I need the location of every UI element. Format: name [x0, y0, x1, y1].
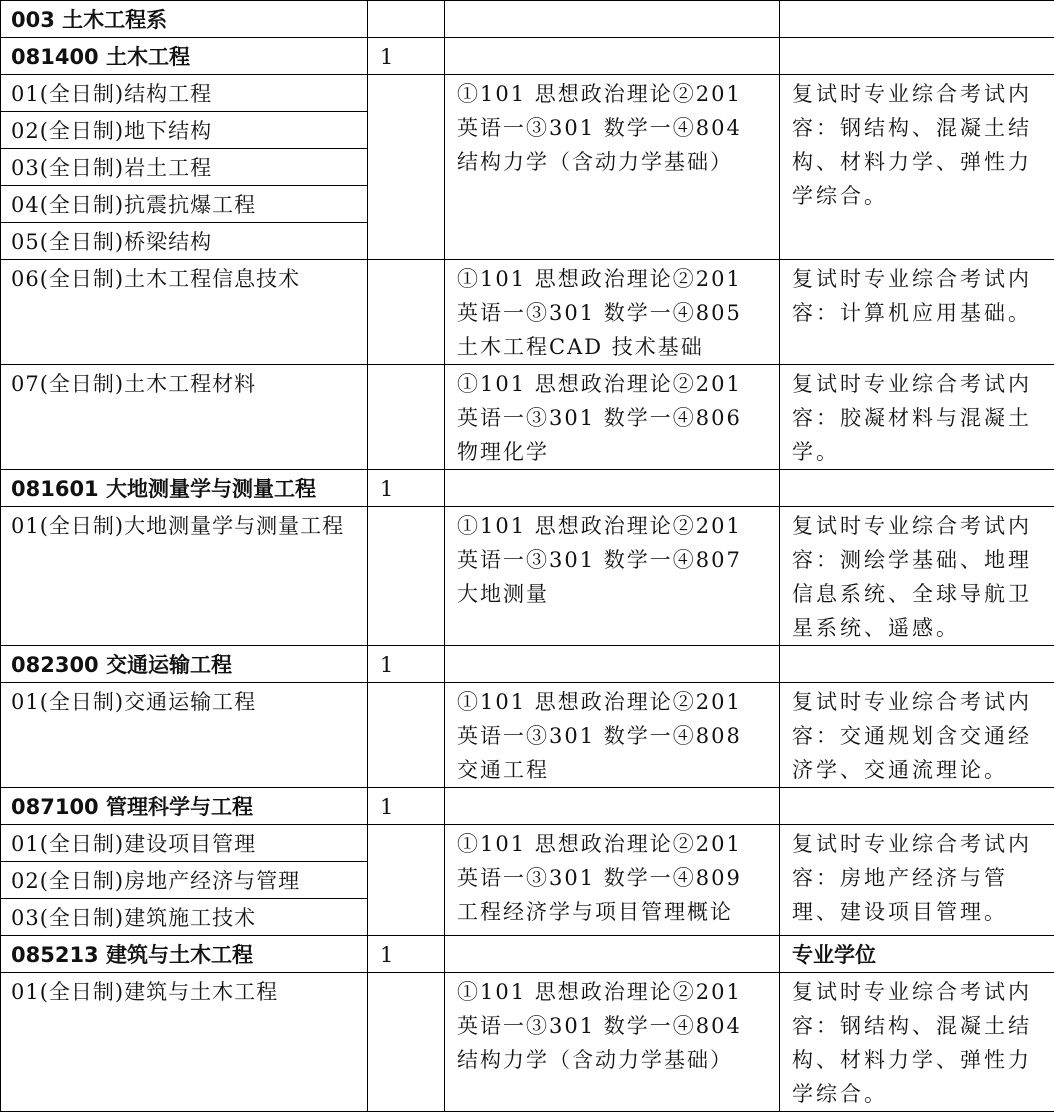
exam-subjects: ①101 思想政治理论②201 英语一③301 数学一④808 交通工程	[445, 683, 780, 788]
direction-row	[1, 75, 1054, 112]
direction-name: 02(全日制)地下结构	[1, 112, 368, 149]
major-row	[1, 788, 1054, 825]
empty-cell	[368, 75, 445, 260]
exam-subjects: ①101 思想政治理论②201 英语一③301 数学一④806 物理化学	[445, 365, 780, 470]
major-row	[1, 646, 1054, 683]
empty-cell	[445, 646, 780, 683]
enrollment-count: 1	[368, 470, 445, 507]
major-code: 082300 交通运输工程	[1, 646, 368, 683]
direction-name: 03(全日制)建筑施工技术	[1, 899, 368, 936]
empty-cell	[445, 1, 780, 38]
enrollment-count: 1	[368, 38, 445, 75]
direction-name: 01(全日制)交通运输工程	[1, 683, 368, 788]
empty-cell	[780, 1, 1054, 38]
direction-row	[1, 260, 1054, 365]
retest-note: 复试时专业综合考试内容：房地产经济与管理、建设项目管理。	[780, 825, 1054, 936]
exam-subjects: ①101 思想政治理论②201 英语一③301 数学一④804 结构力学（含动力学基础）	[445, 973, 780, 1112]
empty-cell	[780, 38, 1054, 75]
retest-note: 复试时专业综合考试内容：计算机应用基础。	[780, 260, 1054, 365]
retest-note: 复试时专业综合考试内容：交通规划含交通经济学、交通流理论。	[780, 683, 1054, 788]
degree-type: 专业学位	[780, 936, 1054, 973]
major-row	[1, 936, 1054, 973]
direction-name: 05(全日制)桥梁结构	[1, 223, 368, 260]
exam-subjects: ①101 思想政治理论②201 英语一③301 数学一④809 工程经济学与项目管理概论	[445, 825, 780, 936]
empty-cell	[368, 825, 445, 936]
retest-note: 复试时专业综合考试内容：胶凝材料与混凝土学。	[780, 365, 1054, 470]
direction-name: 01(全日制)大地测量学与测量工程	[1, 507, 368, 646]
major-code: 085213 建筑与土木工程	[1, 936, 368, 973]
empty-cell	[445, 788, 780, 825]
direction-name: 03(全日制)岩土工程	[1, 149, 368, 186]
direction-row	[1, 683, 1054, 788]
retest-note: 复试时专业综合考试内容：钢结构、混凝土结构、材料力学、弹性力学综合。	[780, 75, 1054, 260]
direction-name: 01(全日制)建设项目管理	[1, 825, 368, 862]
dept-title: 003 土木工程系	[1, 1, 368, 38]
direction-name: 07(全日制)土木工程材料	[1, 365, 368, 470]
major-row	[1, 470, 1054, 507]
direction-row	[1, 825, 1054, 862]
empty-cell	[780, 646, 1054, 683]
empty-cell	[445, 936, 780, 973]
direction-name: 01(全日制)结构工程	[1, 75, 368, 112]
direction-name: 06(全日制)土木工程信息技术	[1, 260, 368, 365]
direction-row	[1, 973, 1054, 1112]
enrollment-count: 1	[368, 936, 445, 973]
empty-cell	[368, 1, 445, 38]
major-code: 087100 管理科学与工程	[1, 788, 368, 825]
direction-name: 04(全日制)抗震抗爆工程	[1, 186, 368, 223]
enrollment-count: 1	[368, 646, 445, 683]
empty-cell	[368, 365, 445, 470]
major-code: 081601 大地测量学与测量工程	[1, 470, 368, 507]
direction-row	[1, 507, 1054, 646]
empty-cell	[368, 507, 445, 646]
enrollment-count: 1	[368, 788, 445, 825]
dept-row	[1, 1, 1054, 38]
exam-subjects: ①101 思想政治理论②201 英语一③301 数学一④805 土木工程CAD 技术基础	[445, 260, 780, 365]
retest-note: 复试时专业综合考试内容：测绘学基础、地理信息系统、全球导航卫星系统、遥感。	[780, 507, 1054, 646]
major-code: 081400 土木工程	[1, 38, 368, 75]
empty-cell	[368, 683, 445, 788]
exam-subjects: ①101 思想政治理论②201 英语一③301 数学一④807 大地测量	[445, 507, 780, 646]
empty-cell	[368, 260, 445, 365]
empty-cell	[780, 788, 1054, 825]
direction-name: 02(全日制)房地产经济与管理	[1, 862, 368, 899]
major-row	[1, 38, 1054, 75]
empty-cell	[445, 470, 780, 507]
exam-subjects: ①101 思想政治理论②201 英语一③301 数学一④804 结构力学（含动力学基础）	[445, 75, 780, 260]
direction-row	[1, 365, 1054, 470]
empty-cell	[445, 38, 780, 75]
direction-name: 01(全日制)建筑与土木工程	[1, 973, 368, 1112]
empty-cell	[368, 973, 445, 1112]
retest-note: 复试时专业综合考试内容：钢结构、混凝土结构、材料力学、弹性力学综合。	[780, 973, 1054, 1112]
empty-cell	[780, 470, 1054, 507]
